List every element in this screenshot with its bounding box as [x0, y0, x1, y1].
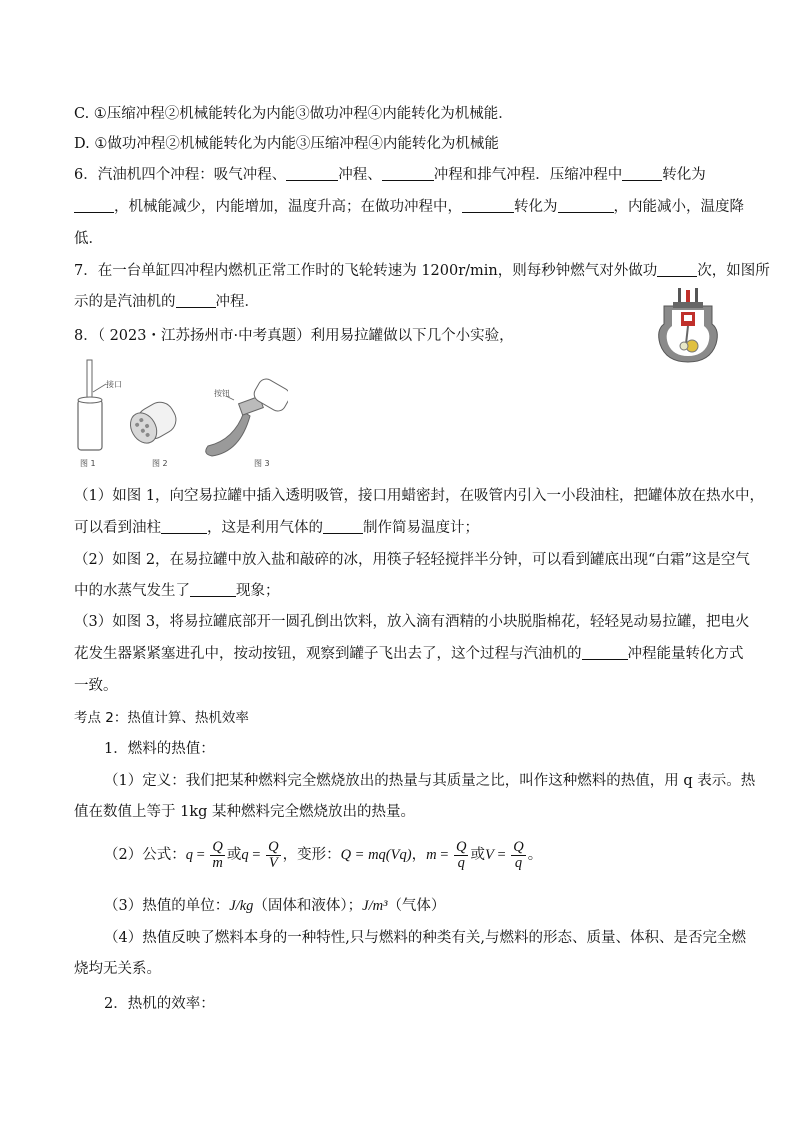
characteristic-line-2: 烧均无关系。 [74, 961, 161, 977]
option-d: D. ①做功冲程②机械能转化为内能③压缩冲程④内能转化为机械能 [74, 136, 499, 152]
section-heading: 考点 2：热值计算、热机效率 [74, 710, 249, 726]
definition-line-2: 值在数值上等于 1kg 某种燃料完全燃烧放出的热量。 [74, 804, 416, 820]
part-1-line-1: （1）如图 1，向空易拉罐中插入透明吸管，接口用蜡密封，在吸管内引入一小段油柱，把罐体放在热水中， [74, 488, 765, 504]
answer-blank [657, 262, 697, 277]
svg-text:接口: 接口 [106, 380, 122, 389]
part-2-line-2: 中的水蒸气发生了 现象； [74, 583, 280, 599]
svg-text:图 1: 图 1 [80, 459, 96, 468]
engine-stroke-figure [654, 286, 722, 366]
definition-line-1: （1）定义：我们把某种燃料完全燃烧放出的热量与其质量之比，叫作这种燃料的热值，用 q 表示。热 [104, 773, 756, 789]
subsection-engine-efficiency: 2．热机的效率： [104, 996, 215, 1012]
part-2-line-1: （2）如图 2，在易拉罐中放入盐和敲碎的冰，用筷子轻轻搅拌半分钟，可以看到罐底出现“白霜”这是空气 [74, 552, 750, 568]
answer-blank [286, 166, 338, 181]
part-3-line-2: 花发生器紧紧塞进孔中，按动按钮，观察到罐子飞出去了，这个过程与汽油机的 冲程能量转化方式 [74, 646, 744, 662]
svg-text:图 2: 图 2 [152, 459, 168, 468]
option-c: C. ①压缩冲程②机械能转化为内能③做功冲程④内能转化为机械能． [74, 106, 513, 122]
subsection-heating-value: 1．燃料的热值： [104, 741, 215, 757]
fraction-q-over-q: $\frac{Q}{q}$ [513, 839, 524, 872]
question-6-line-1: 6．汽油机四个冲程：吸气冲程、 冲程、 冲程和排气冲程．压缩冲程中 转化为 [74, 167, 706, 183]
answer-blank [462, 198, 514, 213]
answer-blank [582, 645, 628, 660]
svg-text:按钮: 按钮 [214, 389, 230, 398]
svg-text:图 3: 图 3 [254, 459, 270, 468]
part-3-line-3: 一致。 [74, 678, 118, 694]
question-8-title: 8．（ 2023・江苏扬州市·中考真题）利用易拉罐做以下几个小实验， [74, 328, 514, 344]
answer-blank [74, 198, 114, 213]
question-6-line-3: 低． [74, 231, 103, 247]
question-6-line-2: ，机械能减少，内能增加，温度升高；在做功冲程中， 转化为 ，内能减小，温度降 [74, 197, 744, 217]
answer-blank [190, 582, 236, 597]
answer-blank [382, 166, 434, 181]
fraction-q-over-m: $\frac{Q}{m}$ [212, 839, 223, 872]
fraction-q-over-v: $\frac{Q}{V}$ [268, 839, 279, 872]
question-7-line-2: 示的是汽油机的 冲程． [74, 294, 259, 310]
experiment-figures [74, 356, 288, 470]
unit-line: （3）热值的单位：J/kg（固体和液体）；J/m³（气体） [104, 898, 446, 914]
part-1-line-2: 可以看到油柱 ，这是利用气体的 制作简易温度计； [74, 520, 479, 536]
part-3-line-1: （3）如图 3，将易拉罐底部开一圆孔倒出饮料，放入滴有酒精的小块脱脂棉花，轻轻晃动易拉罐，把电火 [74, 614, 750, 630]
question-7-line-1: 7．在一台单缸四冲程内燃机正常工作时的飞轮转速为 1200r/min，则每秒钟燃气对外做功 次，如图所 [74, 263, 770, 279]
answer-blank [176, 293, 216, 308]
answer-blank [558, 198, 614, 213]
characteristic-line-1: （4）热值反映了燃料本身的一种特性,只与燃料的种类有关,与燃料的形态、质量、体积、是否完全燃 [104, 930, 746, 946]
answer-blank [161, 519, 207, 534]
answer-blank [622, 166, 662, 181]
answer-blank [323, 519, 363, 534]
fraction-q-over-q: $\frac{Q}{q}$ [456, 839, 467, 872]
formula-line: （2）公式：q = $\frac{Q}{m}$ 或q = $\frac{Q}{V}$ ，变形：Q = mq(Vq)，m = $\frac{Q}{q}$ 或V = $\frac{Q}{q}$ 。 [104, 839, 543, 872]
